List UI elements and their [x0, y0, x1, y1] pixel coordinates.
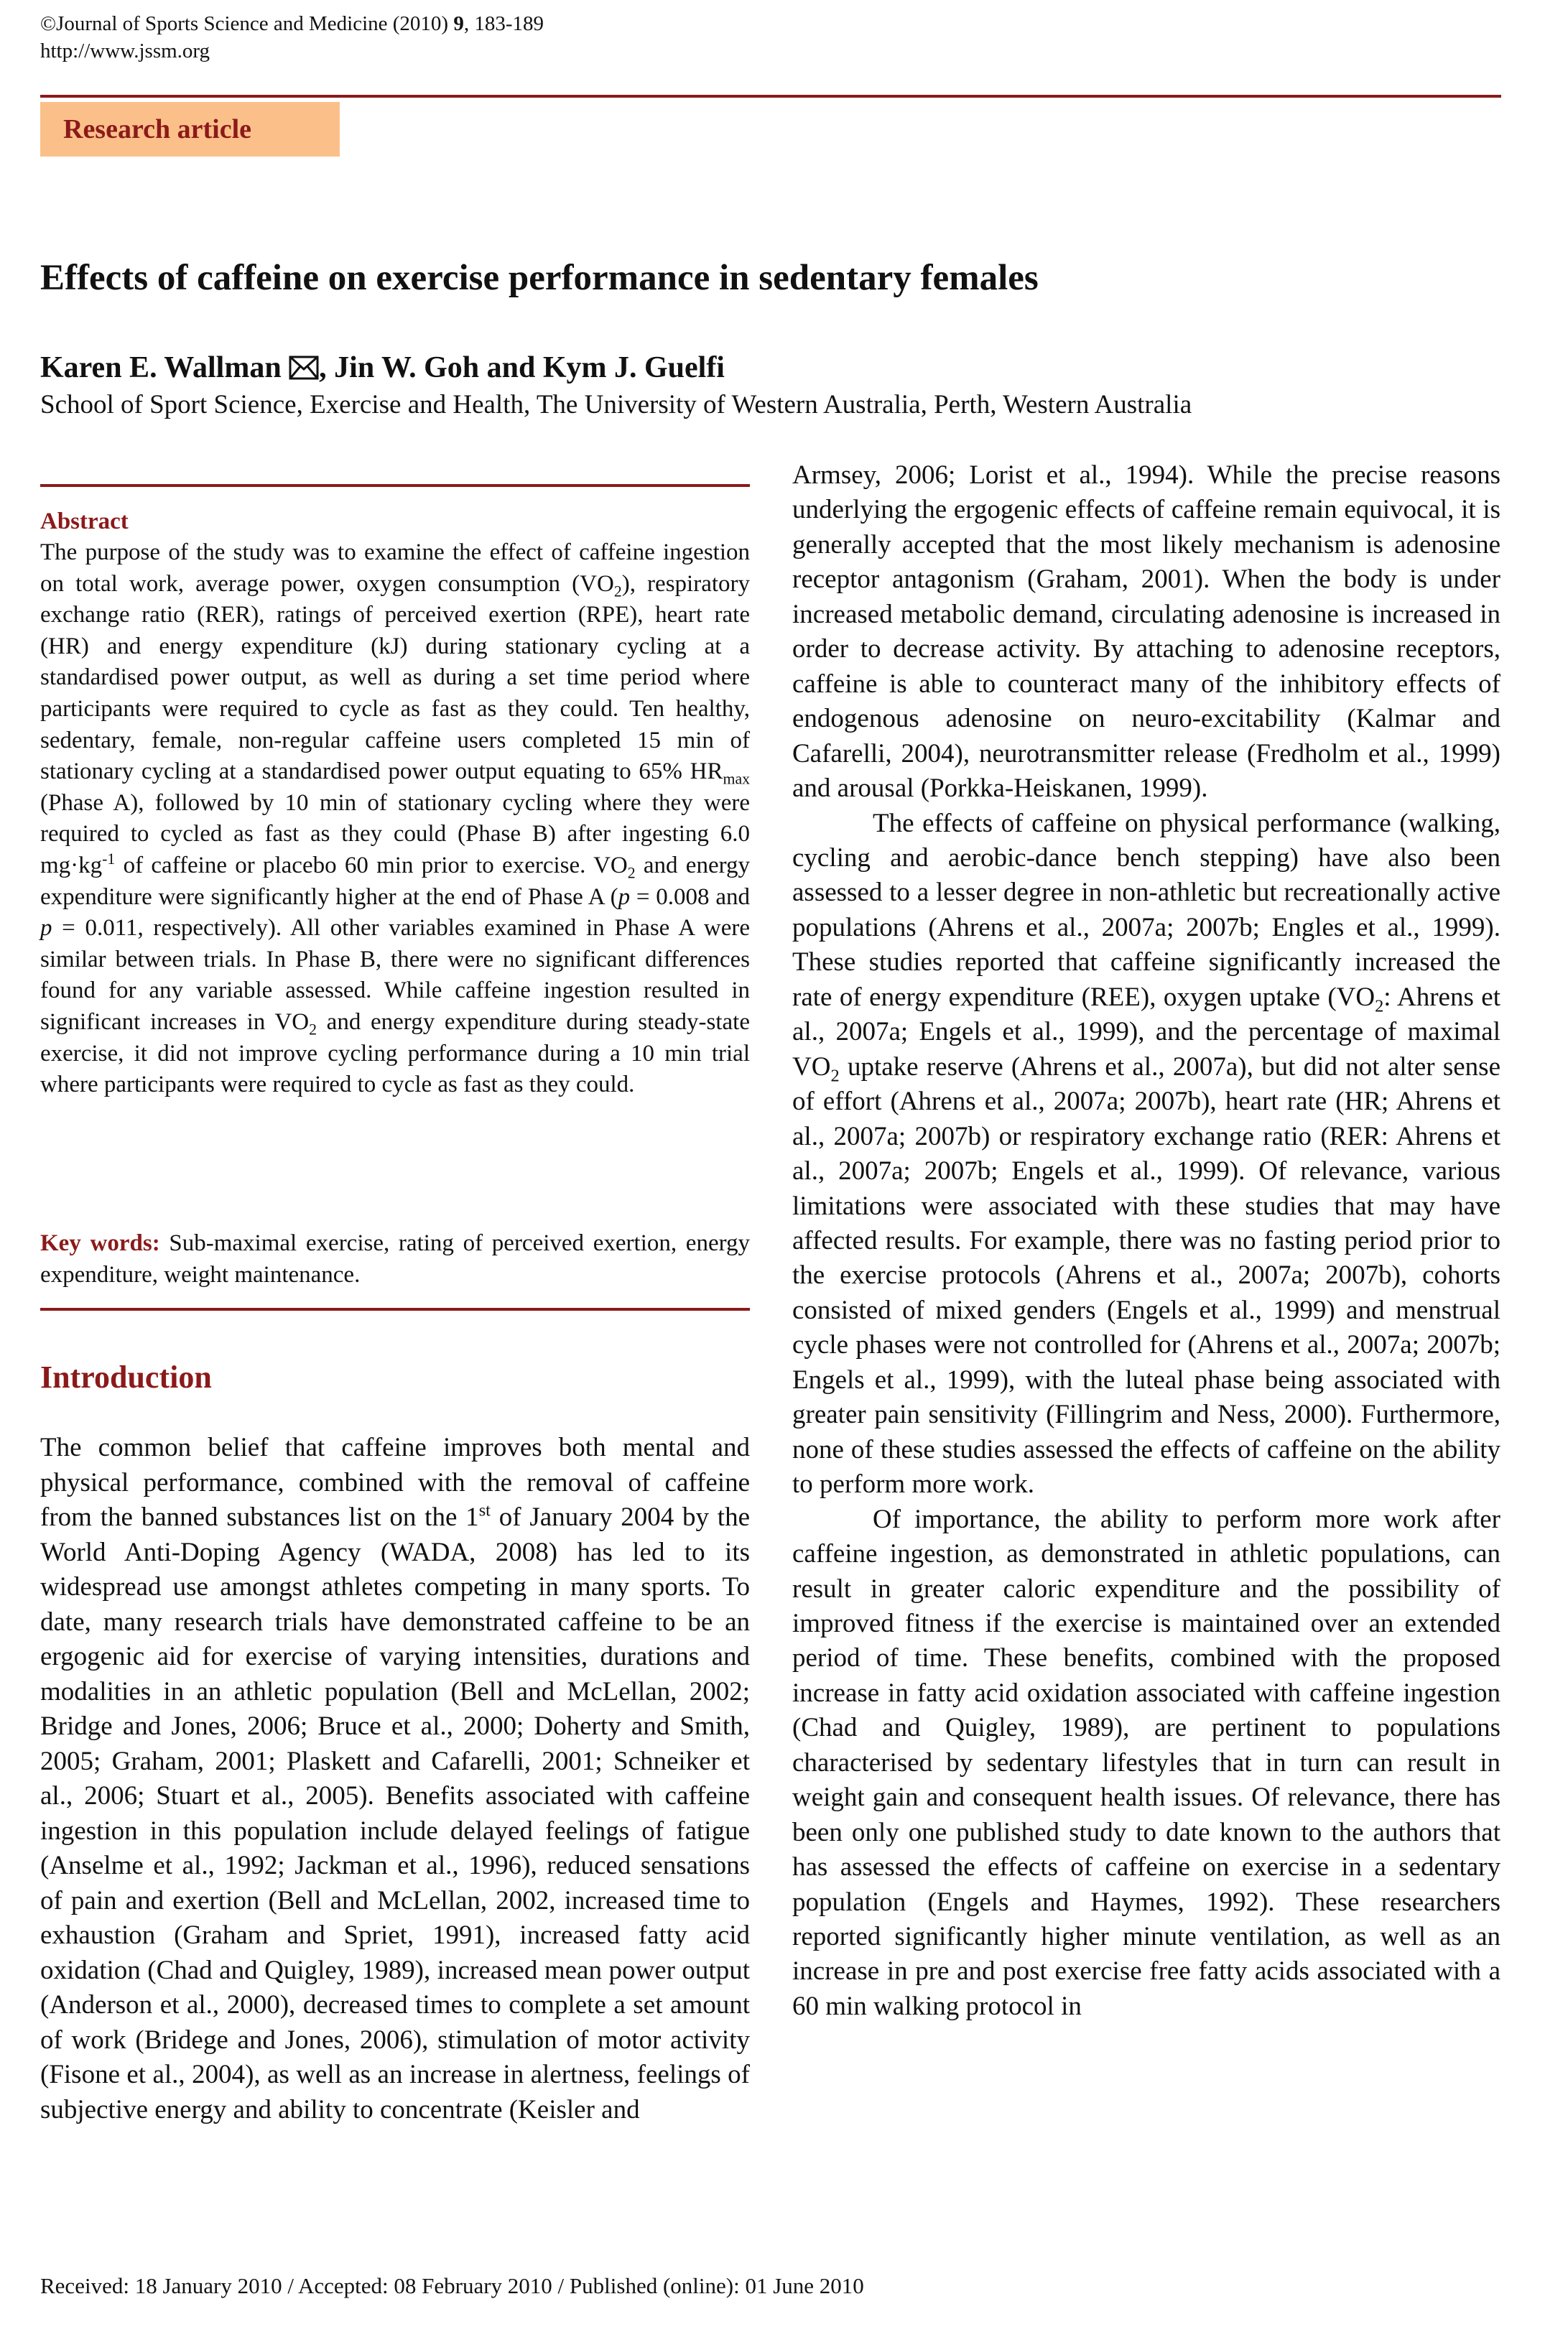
keywords-text: Sub-maximal exercise, rating of perceived exertion, energy expenditure, weight maintenance. [40, 1230, 750, 1288]
author-others: , Jin W. Goh and Kym J. Guelfi [319, 351, 725, 384]
introduction-heading: Introduction [40, 1360, 212, 1395]
affiliation: School of Sport Science, Exercise and Health, The University of Western Australia, Perth, Western Australia [40, 390, 1192, 419]
right-column-text [792, 458, 1500, 2024]
abstract-heading: Abstract [40, 508, 129, 534]
journal-url[interactable]: http://www.jssm.org [40, 40, 210, 62]
journal-citation [40, 10, 544, 65]
author-first: Karen E. Wallman [40, 351, 289, 384]
keywords-label: Key words: [40, 1230, 160, 1256]
header-rule [40, 95, 1501, 98]
journal-pages: , 183-189 [463, 12, 544, 35]
journal-volume: 9 [453, 12, 464, 35]
abstract-top-rule [40, 484, 750, 487]
journal-name: ©Journal of Sports Science and Medicine (2010) [40, 12, 454, 35]
keywords [40, 1228, 750, 1291]
paragraph-1: Armsey, 2006; Lorist et al., 1994). While the precise reasons underlying the ergogenic effects of caffeine remain equivocal, it is generally accepted that the most likely mechanism is adenosine receptor antagonism (Graham, 2001). When the body is under increased metabolic demand, circulating adenosine is increased in order to decrease activity. By attaching to adenosine receptors, caffeine is able to counteract many of the inhibitory effects of endogenous adenosine on neuro-excitability (Kalmar and Cafarelli, 2004), neurotransmitter release (Fredholm et al., 1999) and arousal (Porkka-Heiskanen, 1999). [792, 460, 1500, 804]
paragraph-3: Of importance, the ability to perform more work after caffeine ingestion, as demonstrated in athletic populations, can result in greater caloric expenditure and the possibility of improved fitness if the exercise is maintained over an extended period of time. These benefits, combined with the proposed increase in fatty acid oxidation associated with caffeine ingestion (Chad and Quigley, 1989), are pertinent to populations characterised by sedentary lifestyles that in turn can result in weight gain and consequent health issues. Of relevance, there has been only one published study to date known to the authors that has assessed the effects of caffeine on exercise in a sedentary population (Engels and Haymes, 1992). These researchers reported significantly higher minute ventilation, as well as an increase in pre and post exercise free fatty acids associated with a 60 min walking protocol in [792, 1504, 1500, 2021]
article-type-tag [40, 102, 340, 157]
article-type-label: Research article [63, 114, 252, 144]
author-list [40, 349, 725, 386]
publication-dates: Received: 18 January 2010 / Accepted: 08 February 2010 / Published (online): 01 June 2010 [40, 2273, 864, 2298]
abstract-bottom-rule [40, 1308, 750, 1311]
paragraph-2: The effects of caffeine on physical performance (walking, cycling and aerobic-dance bench stepping) have also been assessed to a lesser degree in non-athletic but recreationally active populations (Ahrens et al., 2007a; 2007b; Engles et al., 1999). These studies reported that caffeine significantly increased the rate of energy expenditure (REE), oxygen uptake ($VO_2$: Ahrens et al., 2007a; Engels et al., 1999), and the percentage of maximal $VO_2$ uptake reserve (Ahrens et al., 2007a), but did not alter sense of effort (Ahrens et al., 2007a; 2007b), heart rate (HR; Ahrens et al., 2007a; 2007b) or respiratory exchange ratio (RER: Ahrens et al., 2007a; 2007b; Engels et al., 1999). Of relevance, various limitations were associated with these studies that may have affected results. For example, there was no fasting period prior to the exercise protocols (Ahrens et al., 2007a; 2007b), cohorts consisted of mixed genders (Engels et al., 1999) and menstrual cycle phases were not controlled for (Ahrens et al., 2007a; 2007b; Engels et al., 1999), with the luteal phase being associated with greater pain sensitivity (Fillingrim and Ness, 2000). Furthermore, none of these studies assessed the effects of caffeine on the ability to perform more work. [792, 808, 1500, 1500]
abstract-text: The purpose of the study was to examine the effect of caffeine ingestion on total work, average power, oxygen consumption $(VO_2)$, respiratory exchange ratio (RER), ratings of perceived exertion (RPE), heart rate (HR) and energy expenditure (kJ) during stationary cycling at a standardised power output, as well as during a set time period where participants were required to cycle as fast as they could. Ten healthy, sedentary, female, non-regular caffeine users completed 15 min of stationary cycling at a standardised power output equating to 65% $HR_{max}$ (Phase A), followed by 10 min of stationary cycling where they were required to cycled as fast as they could (Phase B) after ingesting 6.0 $mg\cdot kg^{-1}$ of caffeine or placebo 60 min prior to exercise. $VO_2$ and energy expenditure were significantly higher at the end of Phase A (p = 0.008 and p = 0.011, respectively). All other variables examined in Phase A were similar between trials. In Phase B, there were no significant differences found for any variable assessed. While caffeine ingestion resulted in significant increases in $VO_2$ and energy expenditure during steady-state exercise, it did not improve cycling performance during a 10 min trial where participants were required to cycle as fast as they could. [40, 539, 751, 1098]
introduction-text: The common belief that caffeine improves both mental and physical performance, combined with the removal of caffeine from the banned substances list on the 1st of January 2004 by the World Anti-Doping Agency (WADA, 2008) has led to its widespread use amongst athletes competing in many sports. To date, many research trials have demonstrated caffeine to be an ergogenic aid for exercise of varying intensities, durations and modalities in an athletic population (Bell and McLellan, 2002; Bridge and Jones, 2006; Bruce et al., 2000; Doherty and Smith, 2005; Graham, 2001; Plaskett and Cafarelli, 2001; Schneiker et al., 2006; Stuart et al., 2005). Benefits associated with caffeine ingestion in this population include delayed feelings of fatigue (Anselme et al., 1992; Jackman et al., 1996), reduced sensations of pain and exertion (Bell and McLellan, 2002, increased time to exhaustion (Graham and Spriet, 1991), increased fatty acid oxidation (Chad and Quigley, 1989), increased mean power output (Anderson et al., 2000), decreased times to complete a set amount of work (Bridege and Jones, 2006), stimulation of motor activity (Fisone et al., 2004), as well as an increase in alertness, feelings of subjective energy and ability to concentrate (Keisler and [40, 1433, 751, 2124]
envelope-icon[interactable] [289, 356, 319, 380]
article-title: Effects of caffeine on exercise performance in sedentary females [40, 258, 1039, 298]
